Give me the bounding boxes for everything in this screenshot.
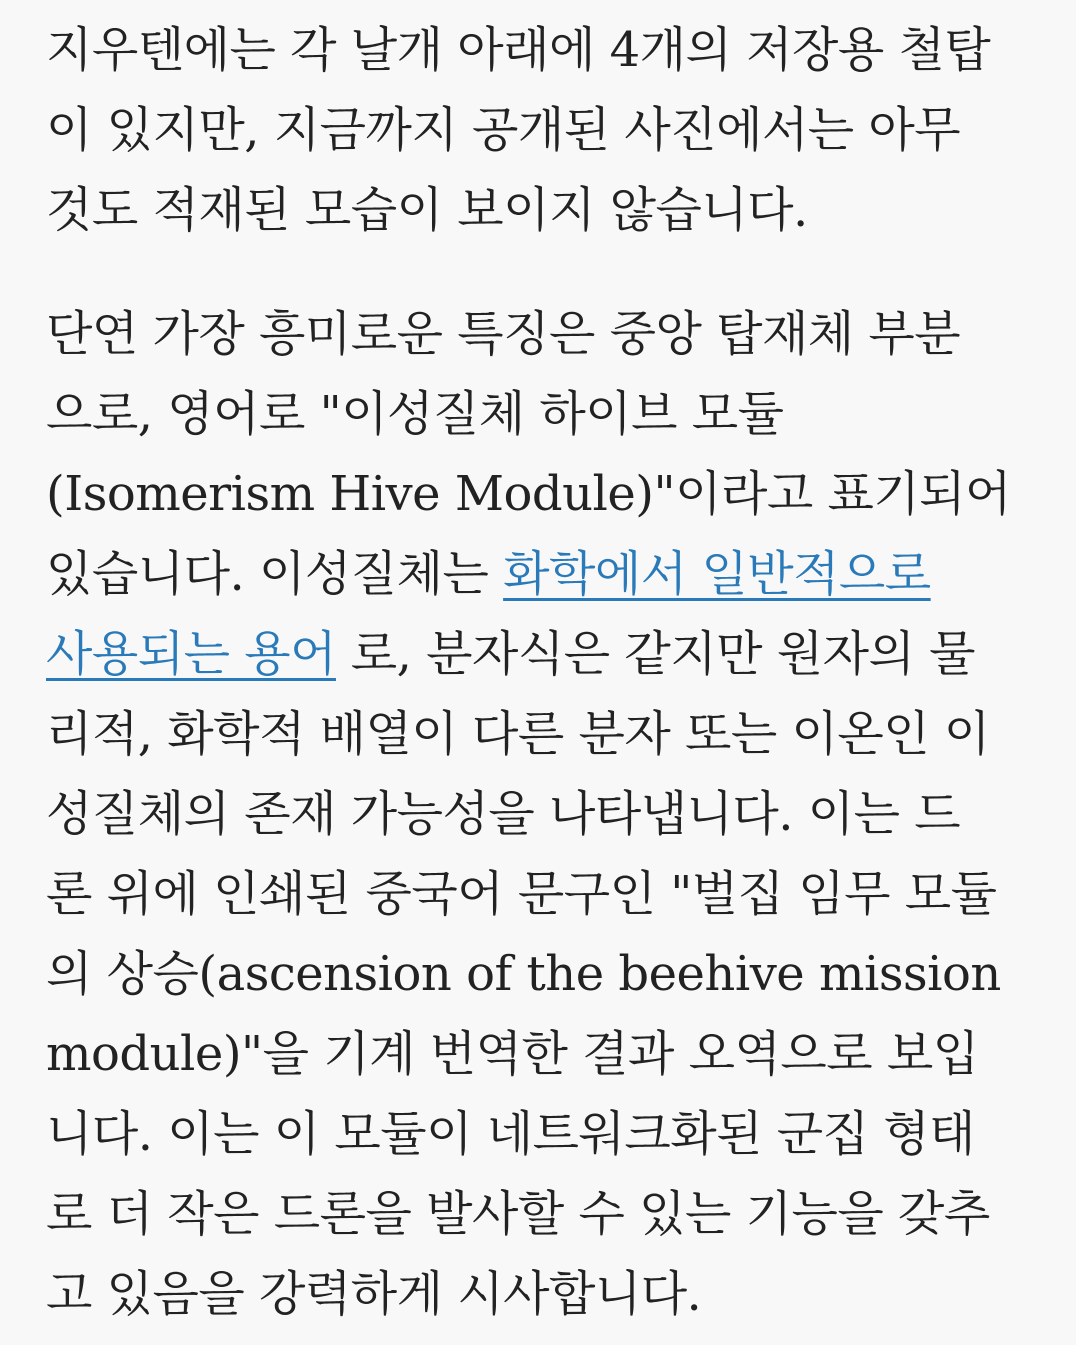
- text-line: 단연 가장 흥미로운 특징은 중앙 탑재체 부분: [46, 306, 961, 362]
- text-line: 론 위에 인쇄된 중국어 문구인 "벌집 임무 모듈: [46, 866, 997, 922]
- text-line: 고 있음을 강력하게 시사합니다.: [46, 1266, 702, 1322]
- paragraph-hive-module: [46, 294, 1036, 1334]
- text-line: 성질체의 존재 가능성을 나타냅니다. 이는 드: [46, 786, 961, 842]
- text-line: 지우텐에는 각 날개 아래에 4개의 저장용 철탑: [46, 22, 991, 78]
- text-line: 니다. 이는 이 모듈이 네트워크화된 군집 형태: [46, 1106, 975, 1162]
- text-line: 으로, 영어로 "이성질체 하이브 모듈: [46, 386, 784, 442]
- text-line: 것도 적재된 모습이 보이지 않습니다.: [46, 182, 808, 238]
- text-line: 로 더 작은 드론을 발사할 수 있는 기능을 갖추: [46, 1186, 990, 1242]
- text-line: module)"을 기계 번역한 결과 오역으로 보입: [46, 1026, 979, 1082]
- text-fragment: 있습니다. 이성질체는: [46, 546, 504, 602]
- paragraph-spacer: [46, 250, 1036, 294]
- text-line: 의 상승(ascension of the beehive mission: [46, 946, 1001, 1002]
- text-line: 이 있지만, 지금까지 공개된 사진에서는 아무: [46, 102, 961, 158]
- text-fragment: 로, 분자식은 같지만 원자의 물: [335, 626, 975, 682]
- text-line: 리적, 화학적 배열이 다른 분자 또는 이온인 이: [46, 706, 990, 762]
- text-line: [46, 534, 1036, 614]
- isomerism-term-link[interactable]: 화학에서 일반적으로: [503, 546, 931, 602]
- isomerism-term-link-continued[interactable]: 사용되는 용어: [46, 626, 336, 682]
- paragraph-storage-pylons: [46, 10, 1036, 250]
- article-body: [46, 10, 1036, 1334]
- text-line: [46, 614, 1036, 694]
- text-line: (Isomerism Hive Module)"이라고 표기되어: [46, 466, 1011, 522]
